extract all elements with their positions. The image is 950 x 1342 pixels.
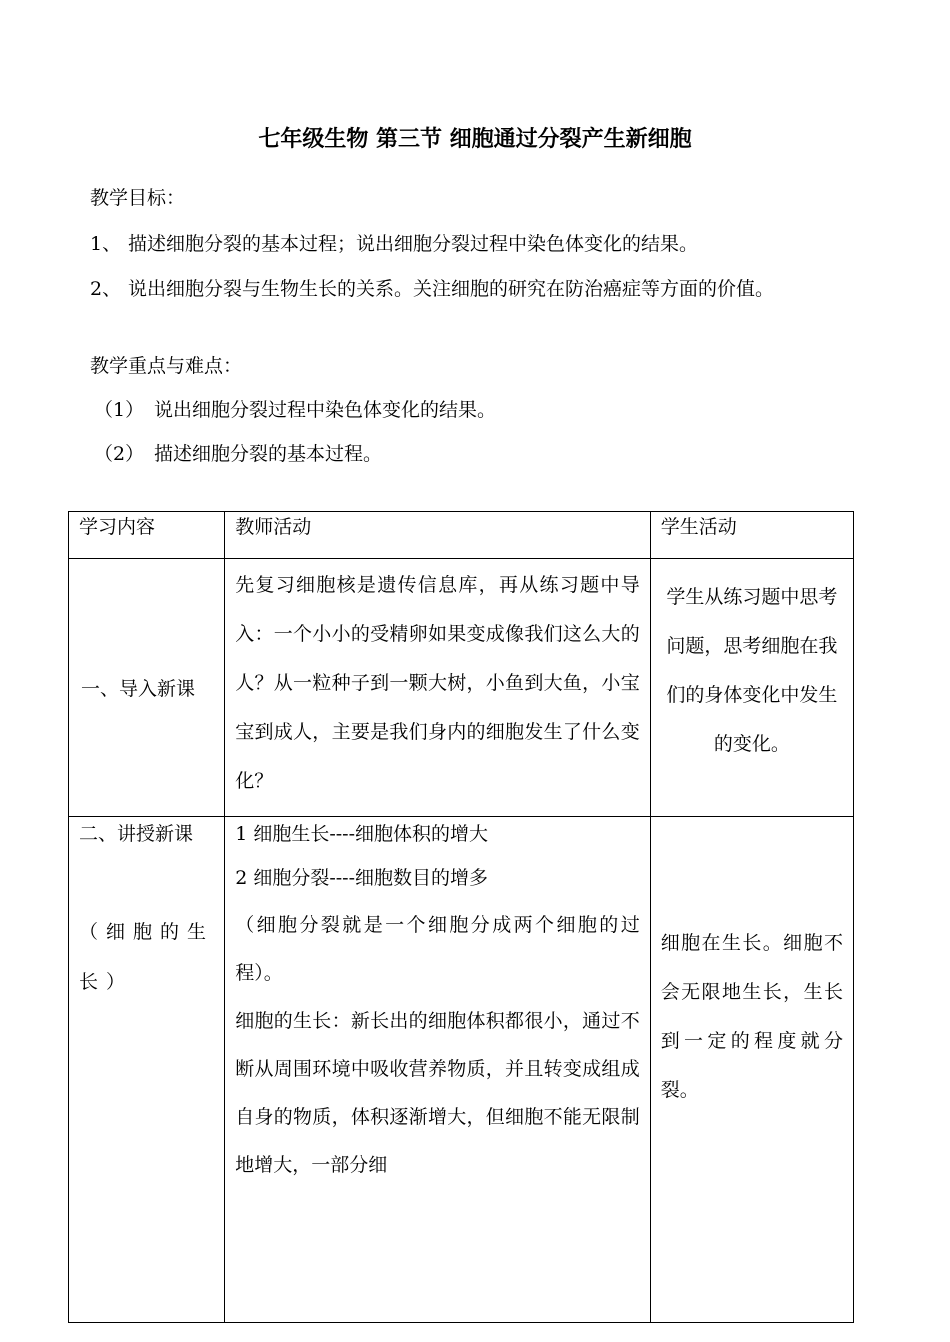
content-cell: [69, 817, 225, 1323]
header-label: 学生活动: [660, 516, 737, 538]
key-points-heading: 教学重点与难点：: [90, 355, 243, 377]
teacher-line: 细胞的生长：新长出的细胞体积都很小，通过不断从周围环境中吸收营养物质，并且转变成组成自身的物质，体积逐渐增大，但细胞不能无限制地增大，一部分细: [235, 1010, 640, 1176]
table-row: [69, 559, 854, 817]
header-label: 学习内容: [79, 516, 156, 538]
student-text: 学生从练习题中思考问题，思考细胞在我们的身体变化中发生的变化。: [666, 586, 838, 755]
teacher-cell: [225, 817, 651, 1323]
key-point-text: 描述细胞分裂的基本过程。: [154, 443, 383, 465]
key-point-item-2: [94, 439, 382, 466]
table-header-row: [69, 512, 854, 559]
objectives-heading: 教学目标：: [90, 187, 186, 209]
objective-number: 1、: [90, 233, 122, 255]
teacher-line: （细胞分裂就是一个细胞分成两个细胞的过程）。: [235, 914, 640, 984]
student-cell: [650, 559, 853, 817]
header-teacher: [225, 512, 651, 559]
objective-item-2: [90, 274, 774, 301]
teacher-line: 1 细胞生长----细胞体积的增大: [235, 823, 488, 845]
objective-text: 描述细胞分裂的基本过程；说出细胞分裂过程中染色体变化的结果。: [128, 233, 699, 255]
objective-text: 说出细胞分裂与生物生长的关系。关注细胞的研究在防治癌症等方面的价值。: [128, 278, 775, 300]
objective-number: 2、: [90, 278, 122, 300]
lesson-table: [68, 511, 854, 1323]
key-point-item-1: [94, 395, 496, 422]
key-point-number: （2）: [94, 443, 145, 465]
key-point-text: 说出细胞分裂过程中染色体变化的结果。: [154, 399, 497, 421]
content-cell: [69, 559, 225, 817]
header-student: [650, 512, 853, 559]
teacher-text: 先复习细胞核是遗传信息库，再从练习题中导入：一个小小的受精卵如果变成像我们这么大的人？从一粒种子到一颗大树，小鱼到大鱼，小宝宝到成人，主要是我们身内的细胞发生了什么变化？: [235, 574, 640, 792]
content-sub-label: （细胞的生长）: [79, 921, 215, 993]
student-text: 细胞在生长。细胞不会无限地生长，生长到一定的程度就分裂。: [660, 932, 843, 1101]
content-label: 二、讲授新课: [79, 823, 194, 845]
content-label: 一、导入新课: [81, 678, 196, 700]
header-content: [69, 512, 225, 559]
page-title: 七年级生物 第三节 细胞通过分裂产生新细胞: [258, 127, 692, 152]
key-point-number: （1）: [94, 399, 145, 421]
student-cell: [650, 817, 853, 1323]
objective-item-1: [90, 229, 698, 256]
teacher-cell: [225, 559, 651, 817]
table-row: [69, 817, 854, 1323]
teacher-line: 2 细胞分裂----细胞数目的增多: [235, 867, 488, 889]
header-label: 教师活动: [235, 516, 312, 538]
